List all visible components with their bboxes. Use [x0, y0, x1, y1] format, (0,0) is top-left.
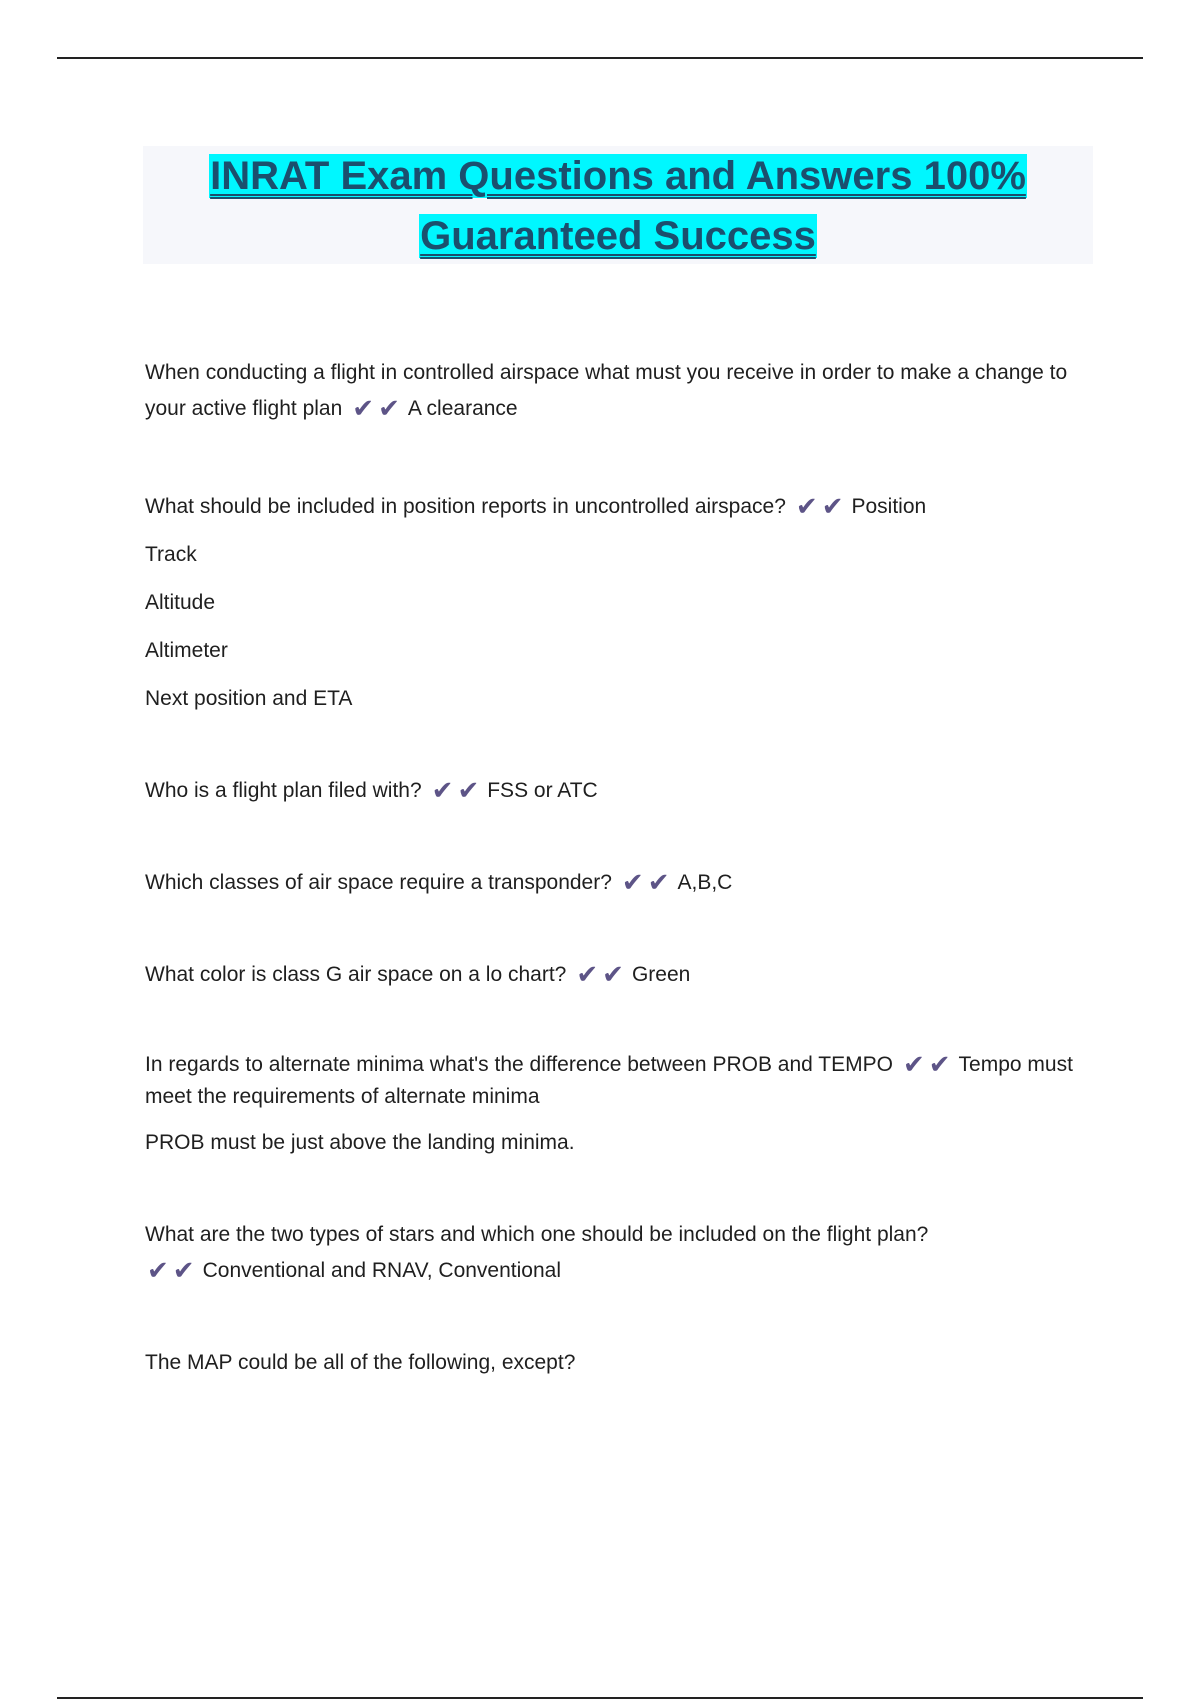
answer-extra-line: Altimeter [145, 639, 228, 662]
check-icon: ✔ [378, 393, 400, 423]
answer-marker [794, 491, 846, 521]
qa-line [145, 489, 1075, 525]
title-banner [143, 146, 1093, 264]
answer-extra-line: Next position and ETA [145, 687, 353, 710]
qa-item [145, 1049, 1075, 1161]
answer-extra-line: PROB must be just above the landing minima. [145, 1131, 575, 1154]
qa-line [145, 1217, 1075, 1253]
answer-extra-line: Track [145, 543, 197, 566]
qa-line [145, 1345, 1075, 1381]
answer-text: A clearance [407, 397, 518, 420]
answer-extra-line: Altitude [145, 591, 216, 614]
answer-text: A,B,C [677, 871, 733, 894]
qa-line [145, 1049, 1075, 1113]
qa-list [145, 355, 1075, 1381]
question-text: Which classes of air space require a transponder? [145, 871, 612, 894]
footer-rule [57, 1697, 1143, 1699]
question-text: What are the two types of stars and which one should be included on the flight plan? [145, 1223, 929, 1246]
check-icon: ✔ [352, 393, 375, 423]
qa-line [145, 1253, 1075, 1289]
question-text: Who is a flight plan filed with? [145, 779, 422, 802]
check-icon: ✔ [431, 775, 454, 805]
answer-marker [350, 393, 402, 423]
answer-text: Tempo must meet the requirements of alternate minima [145, 1053, 1073, 1108]
qa-item [145, 865, 1075, 901]
qa-item [145, 1345, 1075, 1381]
qa-item [145, 355, 1075, 427]
header-rule [57, 57, 1143, 59]
check-icon: ✔ [795, 491, 818, 521]
check-icon: ✔ [172, 1255, 195, 1285]
question-text: The MAP could be all of the following, except? [145, 1351, 576, 1374]
answer-text: FSS or ATC [487, 779, 598, 802]
answer-text: Green [631, 963, 691, 986]
answer-marker [901, 1049, 953, 1079]
check-icon: ✔ [621, 867, 644, 897]
qa-item [145, 957, 1075, 993]
check-icon: ✔ [928, 1049, 951, 1079]
question-text: When conducting a flight in controlled airspace what must you receive in order to make a change to your active flight plan [145, 361, 1068, 420]
check-icon: ✔ [602, 959, 624, 989]
question-text: In regards to alternate minima what's the difference between PROB and TEMPO [145, 1053, 893, 1076]
qa-item [145, 489, 1075, 717]
answer-text: Conventional and RNAV, Conventional [202, 1259, 561, 1282]
check-icon: ✔ [147, 1255, 169, 1285]
answer-marker [574, 959, 626, 989]
question-text: What color is class G air space on a lo chart? [145, 963, 567, 986]
qa-line [145, 957, 1075, 993]
answer-text: Position [851, 495, 927, 518]
check-icon: ✔ [902, 1049, 925, 1079]
check-icon: ✔ [821, 491, 844, 521]
answer-marker [430, 775, 482, 805]
qa-line [145, 355, 1075, 427]
check-icon: ✔ [457, 775, 480, 805]
qa-line [145, 865, 1075, 901]
document-title-line-1: INRAT Exam Questions and Answers 100% [210, 154, 1026, 198]
qa-item [145, 773, 1075, 809]
check-icon: ✔ [647, 867, 670, 897]
qa-item [145, 1217, 1075, 1289]
answer-marker [145, 1255, 197, 1285]
document-title-line-2: Guaranteed Success [420, 214, 816, 258]
question-text: What should be included in position reports in uncontrolled airspace? [145, 495, 786, 518]
answer-marker [620, 867, 672, 897]
check-icon: ✔ [576, 959, 599, 989]
qa-line [145, 773, 1075, 809]
